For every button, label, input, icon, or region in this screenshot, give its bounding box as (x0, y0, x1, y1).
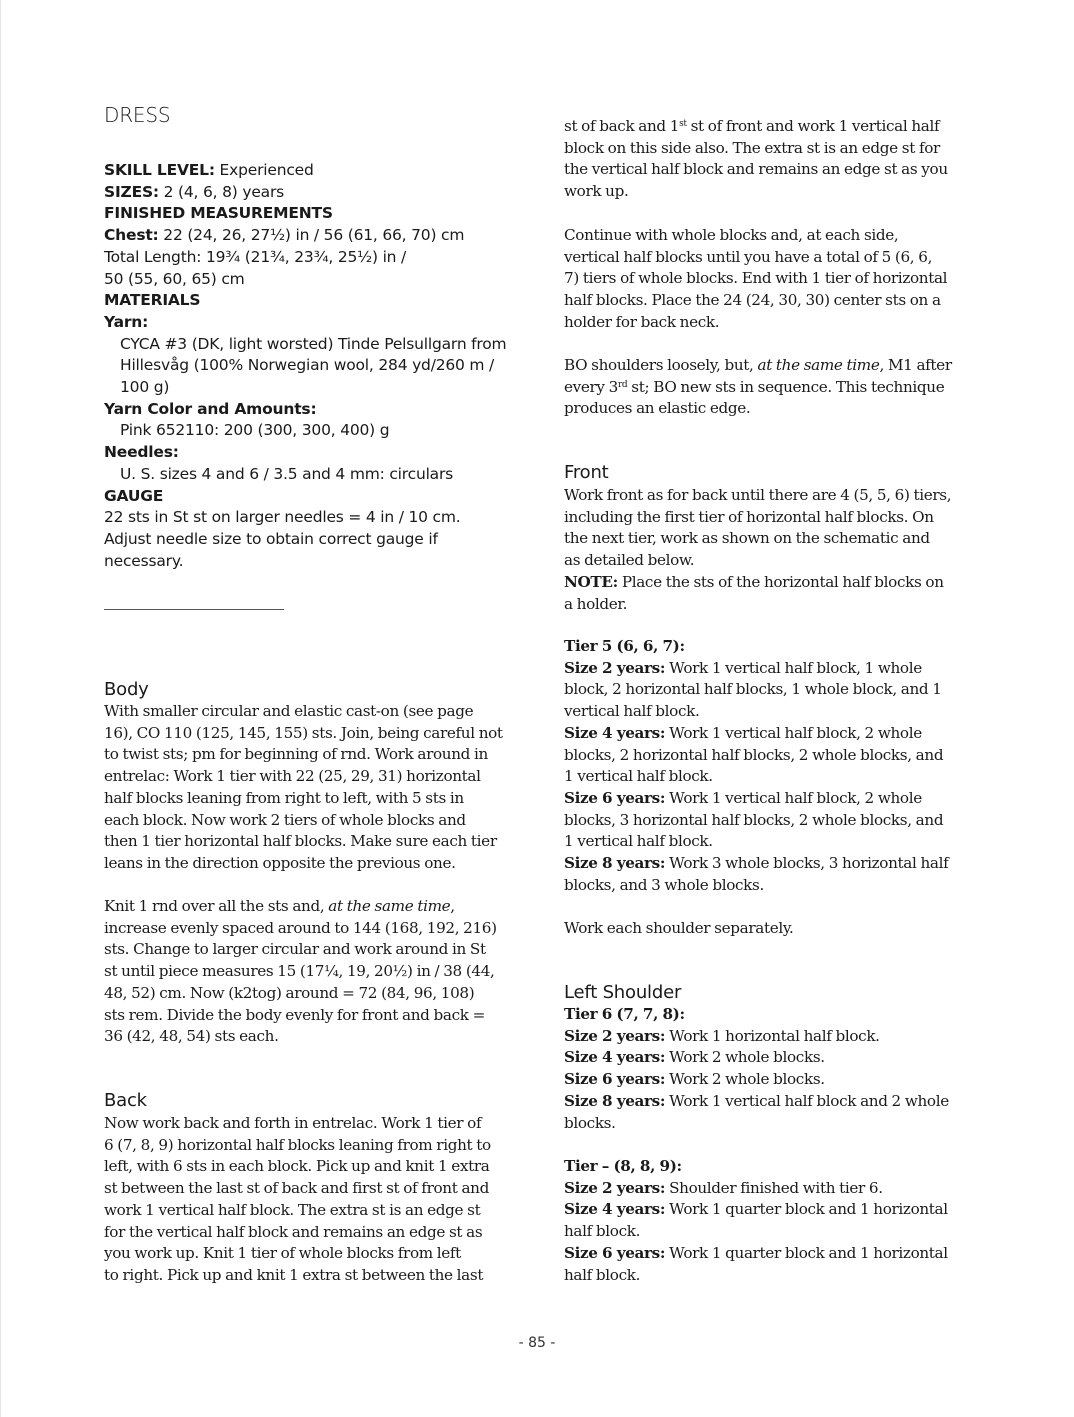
materials-heading: MATERIALS (104, 291, 201, 310)
text-line: produces an elastic edge. (564, 399, 751, 418)
sizes: SIZES: 2 (4, 6, 8) years (104, 182, 285, 201)
text-line: the vertical half block and remains an edge st as you (564, 160, 948, 179)
back-paragraph-2 (564, 225, 984, 334)
size-instruction: Size 8 years: Work 3 whole blocks, 3 horizontal half (564, 854, 949, 873)
skill-level: SKILL LEVEL: Experienced (104, 161, 314, 179)
text-line: leans in the direction opposite the previous one. (104, 853, 456, 872)
total-length-line: Total Length: 19¾ (21¾, 23¾, 25½) in / (104, 247, 407, 266)
text-line: Continue with whole blocks and, at each side, (564, 226, 899, 244)
text-line: vertical half blocks until you have a total of 5 (6, 6, (564, 247, 933, 266)
chest: Chest: 22 (24, 26, 27½) in / 56 (61, 66, 70) cm (104, 226, 465, 245)
text-line: to right. Pick up and knit 1 extra st between the last (104, 1265, 484, 1284)
text-line: blocks, 2 horizontal half blocks, 2 whole blocks, and (564, 745, 944, 764)
tier-heading: Tier – (8, 8, 9): (564, 1157, 682, 1175)
text-line: st between the last st of back and first st of front and (104, 1179, 489, 1198)
text-line: half blocks. Place the 24 (24, 30, 30) center sts on a (564, 291, 941, 310)
text-line: st of back and 1st st of front and work 1 vertical half (564, 117, 940, 135)
yarn-line: Hillesvåg (100% Norwegian wool, 284 yd/260 m / (120, 356, 495, 375)
text-line: sts. Change to larger circular and work around in St (104, 940, 486, 959)
text-line: the next tier, work as shown on the schematic and (564, 529, 930, 548)
total-length-line: 50 (55, 60, 65) cm (104, 269, 245, 288)
tier-heading: Tier 6 (7, 7, 8): (564, 1005, 685, 1023)
back-continued (564, 116, 984, 203)
needles-label: Needles: (104, 443, 179, 462)
page-number: - 85 - (518, 1335, 556, 1351)
text-line: 1 vertical half block. (564, 767, 713, 786)
size-instruction: Size 8 years: Work 1 vertical half block and 2 whole (564, 1091, 949, 1110)
note-line: NOTE: Place the sts of the horizontal half blocks on (564, 572, 944, 591)
text-line: blocks. (564, 1113, 616, 1132)
front-paragraph-1 (564, 485, 984, 615)
text-line: Work front as for back until there are 4 (5, 5, 6) tiers, (564, 486, 952, 504)
size-instruction: Size 6 years: Work 2 whole blocks. (564, 1070, 825, 1089)
gauge-line: necessary. (104, 551, 184, 570)
page-title: DRESS (104, 103, 171, 127)
back-paragraph-1 (104, 1113, 524, 1287)
size-instruction: Size 2 years: Shoulder finished with tier 6. (564, 1178, 883, 1197)
text-line: block on this side also. The extra st is an edge st for (564, 138, 940, 157)
yarn-color-value: Pink 652110: 200 (300, 300, 400) g (120, 421, 390, 440)
text-line: blocks, and 3 whole blocks. (564, 875, 764, 894)
left-shoulder-tier-next (564, 1156, 984, 1286)
text-line: half block. (564, 1265, 641, 1284)
text-line: every 3rd st; BO new sts in sequence. This technique (564, 377, 945, 396)
gauge-line: Adjust needle size to obtain correct gauge if (104, 529, 438, 548)
tier-heading: Tier 5 (6, 6, 7): (564, 637, 685, 655)
section-divider (104, 609, 284, 610)
size-instruction: Size 6 years: Work 1 vertical half block, 2 whole (564, 788, 922, 807)
text-line: for the vertical half block and remains an edge st as (104, 1222, 483, 1241)
size-instruction: Size 2 years: Work 1 horizontal half block. (564, 1026, 880, 1045)
front-heading: Front (564, 462, 609, 483)
text-line: 16), CO 110 (125, 145, 155) sts. Join, being careful not (104, 723, 503, 742)
text-line: each block. Now work 2 tiers of whole blocks and (104, 810, 466, 829)
needles-value: U. S. sizes 4 and 6 / 3.5 and 4 mm: circulars (120, 464, 454, 483)
text-line: vertical half block. (564, 702, 700, 721)
text-line: to twist sts; pm for beginning of rnd. Work around in (104, 745, 488, 764)
text-line: half block. (564, 1222, 641, 1241)
text-line: block, 2 horizontal half blocks, 1 whole block, and 1 (564, 680, 942, 699)
text-line: sts rem. Divide the body evenly for front and back = (104, 1005, 485, 1024)
text-line: half blocks leaning from right to left, with 5 sts in (104, 788, 464, 807)
text-line: work up. (564, 182, 629, 201)
text-line: BO shoulders loosely, but, at the same time, M1 after (564, 356, 952, 374)
text-line: Knit 1 rnd over all the sts and, at the same time, (104, 897, 455, 915)
gauge-line: 22 sts in St st on larger needles = 4 in / 10 cm. (104, 508, 461, 527)
text-line: Now work back and forth in entrelac. Work 1 tier of (104, 1114, 482, 1132)
text-line: st until piece measures 15 (17¼, 19, 20½) in / 38 (44, (104, 962, 495, 981)
left-shoulder-tier-6 (564, 1004, 984, 1134)
left-shoulder-heading: Left Shoulder (564, 982, 682, 1003)
size-instruction: Size 4 years: Work 2 whole blocks. (564, 1048, 825, 1067)
text-line: entrelac: Work 1 tier with 22 (25, 29, 31) horizontal (104, 767, 481, 786)
size-instruction: Size 2 years: Work 1 vertical half block, 1 whole (564, 658, 922, 677)
back-heading: Back (104, 1090, 147, 1111)
text-line: increase evenly spaced around to 144 (168, 192, 216) (104, 918, 497, 937)
text-line: 36 (42, 48, 54) sts each. (104, 1027, 279, 1046)
text-line: including the first tier of horizontal half blocks. On (564, 507, 934, 526)
body-paragraph-2 (104, 896, 524, 1048)
size-instruction: Size 4 years: Work 1 quarter block and 1 horizontal (564, 1200, 948, 1219)
specs-section (104, 160, 524, 572)
text-line: work 1 vertical half block. The extra st is an edge st (104, 1200, 481, 1219)
text-line: 6 (7, 8, 9) horizontal half blocks leaning from right to (104, 1135, 491, 1154)
text-line: 48, 52) cm. Now (k2tog) around = 72 (84, 96, 108) (104, 983, 475, 1002)
text-line: you work up. Knit 1 tier of whole blocks from left (104, 1244, 461, 1263)
text-line: then 1 tier horizontal half blocks. Make sure each tier (104, 832, 497, 851)
finished-measurements-heading: FINISHED MEASUREMENTS (104, 204, 333, 223)
gauge-heading: GAUGE (104, 486, 164, 505)
yarn-color-label: Yarn Color and Amounts: (104, 399, 317, 418)
body-heading: Body (104, 679, 149, 700)
text-line: a holder. (564, 594, 628, 613)
text-line: blocks, 3 horizontal half blocks, 2 whole blocks, and (564, 810, 944, 829)
text-line: as detailed below. (564, 551, 695, 570)
text-line: 7) tiers of whole blocks. End with 1 tier of horizontal (564, 269, 948, 288)
text-line: With smaller circular and elastic cast-on (see page (104, 702, 474, 720)
text-line: 1 vertical half block. (564, 832, 713, 851)
size-instruction: Size 4 years: Work 1 vertical half block, 2 whole (564, 723, 922, 742)
size-instruction: Size 6 years: Work 1 quarter block and 1 horizontal (564, 1243, 948, 1262)
front-closing: Work each shoulder separately. (564, 919, 794, 937)
yarn-label: Yarn: (104, 312, 149, 331)
yarn-line: CYCA #3 (DK, light worsted) Tinde Pelsullgarn from (120, 334, 507, 353)
body-paragraph-1 (104, 701, 524, 875)
back-paragraph-3 (564, 355, 984, 420)
yarn-line: 100 g) (120, 378, 170, 397)
text-line: holder for back neck. (564, 312, 720, 331)
page-edge (0, 0, 1, 1417)
front-tier-5 (564, 636, 984, 896)
text-line: left, with 6 sts in each block. Pick up and knit 1 extra (104, 1157, 490, 1176)
